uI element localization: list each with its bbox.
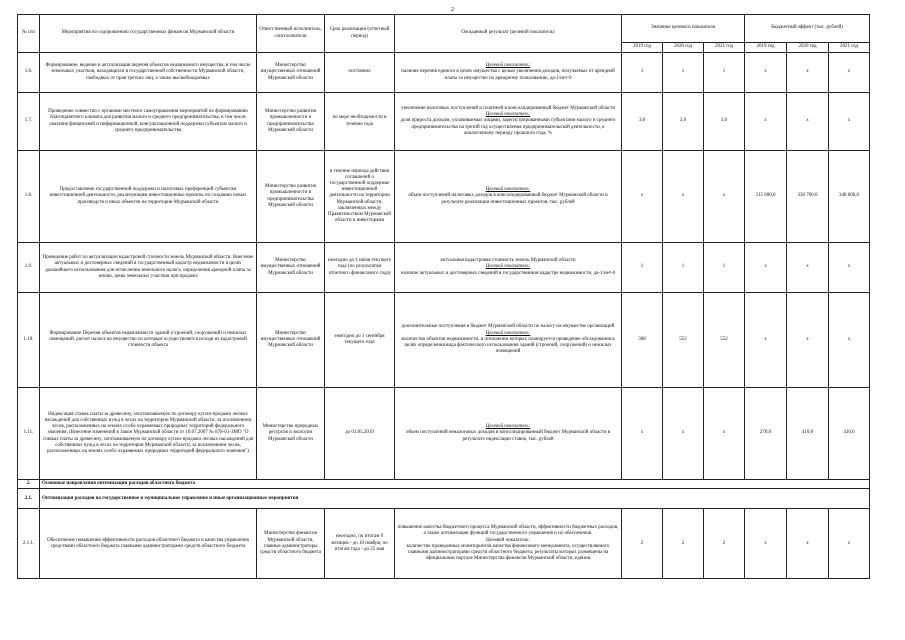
row-num: 2.1.1. <box>18 509 40 579</box>
row-measure: Проведение работ по актуализации кадастровой стоимости земель Мурманской области. Внесение актуальных и достоверных сведений в государственный кадастр недвижимости в целях дальнейшего использования для исчисления земельного налога, определения арендной платы за землю, цены земельных участков при продаже <box>40 243 257 293</box>
value-cell: 410,0 <box>787 388 829 480</box>
result-indicator-label: Целевой показатель: <box>485 112 531 118</box>
value-cell: х <box>787 243 829 293</box>
section-row <box>18 489 870 509</box>
value-cell: 410,0 <box>829 388 870 480</box>
value-cell: 330 700,0 <box>787 151 829 243</box>
row-executor: Министерство имущественных отношений Мурманской области <box>257 53 325 93</box>
result-text: количество объектов недвижимости, в отношении которых планируется проведение обследования в целях определения вида фактического использования зданий (строений, сооружений) и нежилых помещений <box>401 336 615 355</box>
value-cell: 348 600,0 <box>829 151 870 243</box>
value-cell: х <box>745 53 787 93</box>
value-cell: 1 <box>704 53 745 93</box>
row-num: 1.10. <box>18 293 40 388</box>
value-cell: 552 <box>704 293 745 388</box>
table-row <box>18 388 870 480</box>
result-text: количество проведенных мониторингов качества финансового менеджмента, осуществляемого главными администраторами средств областного бюджета, результаты которых размещены на официальном портале Министерства финансов Мурманской области, единиц <box>406 543 610 562</box>
value-cell: х <box>745 509 787 579</box>
table-row <box>18 293 870 388</box>
value-cell: 3,0 <box>663 93 704 151</box>
result-text: актуальная кадастровая стоимость земель Мурманской области <box>440 258 576 264</box>
section-title: Оптимизация расходов на государственное и муниципальное управление и иные организационные мероприятия <box>40 489 870 509</box>
result-text: объем поступлений неналоговых доходов в консолидированный бюджет Мурманской области в результате индексации ставок, тыс. рублей <box>405 430 611 442</box>
value-cell: 1 <box>663 243 704 293</box>
header-measure: Мероприятия по оздоровлению государственных финансов Мурманской области <box>40 15 257 53</box>
value-cell: 2 <box>622 509 663 579</box>
value-cell: х <box>663 388 704 480</box>
result-text: наличие перечня единого в целях имущества с целью увеличения доходов, получаемых от арендной платы за имущество по арендному пользованию, да-1/нет-0 <box>401 69 615 81</box>
value-cell: 3,0 <box>622 93 663 151</box>
header-result: Ожидаемый результат (целевой показатель) <box>395 15 622 53</box>
header-year: 2019 год <box>622 43 663 53</box>
value-cell: 3,0 <box>704 93 745 151</box>
row-num: 1.11. <box>18 388 40 480</box>
header-executor: Ответственный исполнитель, соисполнители <box>257 15 325 53</box>
table-row <box>18 93 870 151</box>
section-title: Основные направления оптимизации расходов областного бюджета <box>40 480 870 489</box>
row-executor: Министерство имущественных отношений Мурманской области <box>257 293 325 388</box>
row-period: в течение периода действия соглашений о государственной поддержке инвестиционной деятельности на территории Мурманской области, заключенных между Правительством Мурманской области и инвесторами <box>325 151 395 243</box>
header-year: 2021 год <box>829 43 870 53</box>
result-indicator-label: Целевой показатель: <box>485 330 531 336</box>
value-cell: х <box>745 93 787 151</box>
section-num: 2. <box>18 480 40 489</box>
value-cell: 2 <box>663 509 704 579</box>
row-measure: Формирование Перечня объектов недвижимости зданий (строений, сооружений) и нежилых помещений, расчет налога на имущество по которым осуществляется исходя из кадастровой стоимости объекта <box>40 293 257 388</box>
header-num: № п/п <box>18 15 40 53</box>
header-year: 2020 год <box>787 43 829 53</box>
value-cell: х <box>704 388 745 480</box>
value-cell: х <box>829 243 870 293</box>
row-period: по мере необходимости в течение года <box>325 93 395 151</box>
header-year: 2021 год <box>704 43 745 53</box>
value-cell: 368 <box>622 293 663 388</box>
value-cell: х <box>745 243 787 293</box>
result-indicator-label: Целевой показатель: <box>485 187 531 193</box>
header-indicator-group: Значение целевого показателя <box>622 15 745 43</box>
value-cell: х <box>829 509 870 579</box>
value-cell: 2 <box>704 509 745 579</box>
value-cell: х <box>829 93 870 151</box>
measures-table <box>17 14 870 579</box>
result-text: наличие актуальных и достоверных сведений в государственном кадастре недвижимости, да-1/нет-0 <box>400 270 616 276</box>
row-executor: Министерство финансов Мурманской области, главные администраторы средств областного бюджета <box>257 509 325 579</box>
result-text: объем поступлений налоговых доходов в консолидированный бюджет Мурманской области в результате реализации инвестиционных проектов, тыс. рублей <box>408 193 608 205</box>
header-budget-group: Бюджетный эффект (тыс. рублей) <box>745 15 870 43</box>
value-cell: х <box>787 93 829 151</box>
row-period: до 01.05.2019 <box>325 388 395 480</box>
value-cell: х <box>829 293 870 388</box>
row-num: 1.8. <box>18 151 40 243</box>
value-cell: х <box>787 509 829 579</box>
value-cell: 1 <box>622 243 663 293</box>
header-year: 2020 год <box>663 43 704 53</box>
value-cell: х <box>663 151 704 243</box>
section-num: 2.1. <box>18 489 40 509</box>
row-measure: Предоставление государственной поддержки и налоговых преференций субъектам инвестиционной деятельности, реализующим инвестиционные проекты по созданию новых производств и иных объектов на территории Мурманской области <box>40 151 257 243</box>
value-cell: 1 <box>622 53 663 93</box>
result-indicator-label: Целевой показатель: <box>485 264 531 270</box>
row-result <box>395 509 622 579</box>
result-indicator-label: Целевой показатель: <box>485 424 531 430</box>
value-cell: х <box>704 151 745 243</box>
table-row <box>18 151 870 243</box>
table-row <box>18 53 870 93</box>
header-year: 2019 год <box>745 43 787 53</box>
result-text: доля прироста доходов, уплачиваемых лицами, зарегистрированными субъектами малого и среднего предпринимательства на третий год осуществления предпринимательской деятельности, к аналогичному периоду прошлого года, % <box>400 118 616 136</box>
row-result <box>395 93 622 151</box>
row-period: ежегодно, по итогам 9 месяцев - до 10 ноября, по итогам года - до 25 мая <box>325 509 395 579</box>
section-row <box>18 480 870 489</box>
row-period: ежегодно до 1 июля текущего года (по результатам отчетного финансового года) <box>325 243 395 293</box>
row-executor: Министерство имущественных отношений Мурманской области <box>257 243 325 293</box>
row-result <box>395 151 622 243</box>
row-measure: Проведение совместно с органами местного самоуправления мероприятий по формированию благоприятного климата для развития малого и среднего предпринимательства, в том числе оказание финансовой и информационной, консультационной поддержки субъектам малого и среднего предпринимательства <box>40 93 257 151</box>
row-result <box>395 388 622 480</box>
result-text: дополнительные поступления в бюджет Мурманской области по налогу на имущество организаций <box>401 324 615 330</box>
row-result <box>395 243 622 293</box>
value-cell: х <box>622 388 663 480</box>
row-measure: Обеспечение повышения эффективности расходов областного бюджета и качества управления средствами областного бюджета главными администраторами средств областного бюджета <box>40 509 257 579</box>
row-result <box>395 293 622 388</box>
value-cell: 1 <box>704 243 745 293</box>
table-row <box>18 243 870 293</box>
row-executor: Министерство развития промышленности и предпринимательства Мурманской области <box>257 93 325 151</box>
result-text: повышение качества бюджетного процесса Мурманской области, эффективности бюджетных расходов, а также оптимизация функций государственного управления и их обеспечения. <box>397 525 619 537</box>
value-cell: 1 <box>663 53 704 93</box>
value-cell: 315 000,0 <box>745 151 787 243</box>
result-indicator-label: Целевой показатель: <box>485 63 531 69</box>
page-number: 2 <box>451 7 454 13</box>
table-row <box>18 509 870 579</box>
value-cell: х <box>829 53 870 93</box>
result-indicator-label: Целевой показатель: <box>486 537 530 543</box>
value-cell: 270,0 <box>745 388 787 480</box>
row-num: 1.9. <box>18 243 40 293</box>
row-num: 1.7. <box>18 93 40 151</box>
value-cell: х <box>622 151 663 243</box>
row-num: 1.6. <box>18 53 40 93</box>
row-executor: Министерство развития промышленности и предпринимательства Мурманской области <box>257 151 325 243</box>
row-period: постоянно <box>325 53 395 93</box>
result-text: увеличение налоговых поступлений и платежей в консолидированный бюджет Мурманской области <box>400 105 616 111</box>
row-measure: Формирование, ведение и актуализация перечня объектов недвижимого имущества, в том числе земельных участков, находящихся в государственной собственности Мурманской области, свободных от прав третьих лиц, а также высвобождаемых <box>40 53 257 93</box>
value-cell: х <box>745 293 787 388</box>
value-cell: х <box>787 293 829 388</box>
value-cell: 552 <box>663 293 704 388</box>
header-period: Срок реализации (отчетный период) <box>325 15 395 53</box>
row-measure: Индексация ставок платы за древесину, заготавливаемую по договору купли-продажи лесных насаждений для собственных нужд в лесах на территории Мурманской области, за исключением лесов, расположенных на землях особо охраняемых природных территорий федерального значения. (Внесение изменений в Закон Мурманской области от 10.07.2007 № 878-01-ЗМО "О ставках платы за древесину, заготавливаемую по договору купли-продажи лесных насаждений для собственных нужд в лесах на территории Мурманской области, за исключением лесов, расположенных на землях особо охраняемых природных территорий федерального значения") <box>40 388 257 480</box>
row-period: ежегодно до 1 сентября текущего года <box>325 293 395 388</box>
row-result <box>395 53 622 93</box>
row-executor: Министерство природных ресурсов и экологии Мурманской области <box>257 388 325 480</box>
value-cell: х <box>787 53 829 93</box>
